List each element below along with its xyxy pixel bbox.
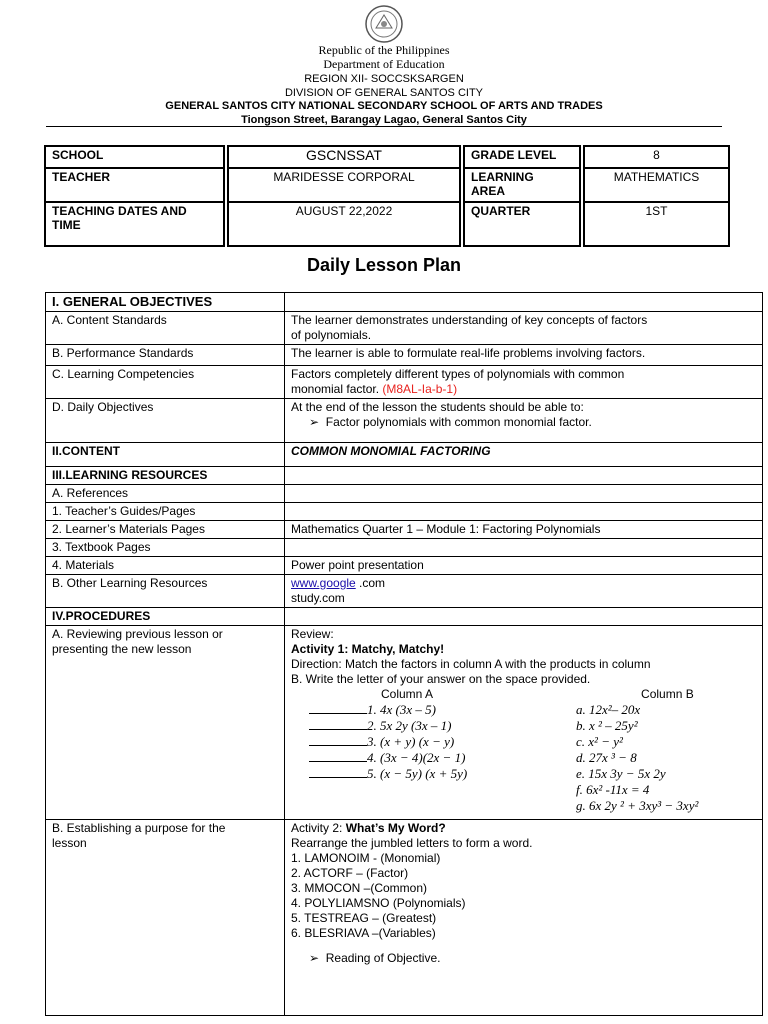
content-value: COMMON MONOMIAL FACTORING xyxy=(285,443,763,467)
word-item: 3. MMOCON –(Common) xyxy=(291,881,428,895)
answer-blank[interactable] xyxy=(309,766,367,778)
arrow-bullet-icon: ➢ xyxy=(309,415,320,429)
other-resources-label: B. Other Learning Resources xyxy=(46,575,285,608)
procedure-a-value: Review: Activity 1: Matchy, Matchy! Direction: Match the factors in column A with the products in column B. Write the letter of your answer on the space provided. Column A Column B 1. 4x (3x – 5) a. 12x²– 20x 2. 5x 2y (3x – 1) b. x ² – 25y² 3. (x + y) (x − y) c. x² − y² 4. (3x − 4)(2x − 1) d. 27x ³ − 8 5. (x − 5y) (x + 5y) e. 15x 3y − 5x 2y f. 6x² -11x = 4 g. 6x 2y ² + 3xy³ − 3xy² xyxy=(285,626,763,820)
activity1-title: Activity 1: Matchy, Matchy! xyxy=(291,642,445,656)
learning-area-label: LEARNING AREA xyxy=(464,168,580,202)
resource-item-label: 2. Learner’s Materials Pages xyxy=(46,521,285,539)
daily-objectives-value: At the end of the lesson the students should be able to: ➢ Factor polynomials with common monomial factor. xyxy=(285,399,763,443)
match-column-b-item: a. 12x²– 20x xyxy=(576,702,641,717)
grade-label: GRADE LEVEL xyxy=(464,146,580,168)
match-row xyxy=(291,750,758,766)
content-standards-label: A. Content Standards xyxy=(46,312,285,345)
info-table xyxy=(44,145,730,247)
header-address: Tiongson Street, Barangay Lagao, General Santos City xyxy=(241,114,527,126)
google-link[interactable]: www.google xyxy=(291,576,356,590)
match-column-a-item: 2. 5x 2y (3x – 1) xyxy=(309,718,451,734)
match-row xyxy=(291,798,758,814)
lesson-plan-table xyxy=(45,292,763,1016)
school-value: GSCNSSAT xyxy=(228,146,460,168)
resource-item-value xyxy=(285,539,763,557)
column-headers: Column A Column B xyxy=(381,687,694,701)
daily-objectives-label: D. Daily Objectives xyxy=(46,399,285,443)
word-item: 5. TESTREAG – (Greatest) xyxy=(291,911,437,925)
resource-item-label: 4. Materials xyxy=(46,557,285,575)
procedure-a-label: A. Reviewing previous lesson or presenting the new lesson xyxy=(46,626,285,820)
match-column-a-item: 4. (3x − 4)(2x − 1) xyxy=(309,750,465,766)
match-column-b-item: b. x ² – 25y² xyxy=(576,718,638,733)
procedures-heading: IV.PROCEDURES xyxy=(46,608,285,626)
other-resources-value: www.google .com study.com xyxy=(285,575,763,608)
learning-competencies-label: C. Learning Competencies xyxy=(46,366,285,399)
content-heading: II.CONTENT xyxy=(46,443,285,467)
dates-value: AUGUST 22,2022 xyxy=(228,202,460,246)
school-label: SCHOOL xyxy=(45,146,224,168)
header-division: DIVISION OF GENERAL SANTOS CITY xyxy=(284,87,484,99)
resource-item-value xyxy=(285,503,763,521)
learning-area-value: MATHEMATICS xyxy=(584,168,729,202)
match-column-a-item: 1. 4x (3x – 5) xyxy=(309,702,436,718)
competency-code: (M8AL-Ia-b-1) xyxy=(382,382,458,396)
learning-competencies-value: Factors completely different types of polynomials with common monomial factor. (M8AL-Ia-b-1) xyxy=(285,366,763,399)
performance-standards-label: B. Performance Standards xyxy=(46,345,285,366)
match-list xyxy=(291,702,758,814)
word-item: 2. ACTORF – (Factor) xyxy=(291,866,409,880)
header-school-name: GENERAL SANTOS CITY NATIONAL SECONDARY SCHOOL OF ARTS AND TRADES xyxy=(165,100,603,112)
answer-blank[interactable] xyxy=(309,702,367,714)
quarter-value: 1ST xyxy=(584,202,729,246)
objectives-heading: I. GENERAL OBJECTIVES xyxy=(46,293,285,312)
match-row xyxy=(291,766,758,782)
word-item: 4. POLYLIAMSNO (Polynomials) xyxy=(291,896,466,910)
answer-blank[interactable] xyxy=(309,718,367,730)
procedure-b-value: Activity 2: What’s My Word? Rearrange the jumbled letters to form a word. 1. LAMONOIM - (Monomial) 2. ACTORF – (Factor) 3. MMOCON –(Common) 4. POLYLIAMSNO (Polynomials) 5. TESTREAG – (Greatest) 6. BLESRIAVA –(Variables) ➢ Reading of Objective. xyxy=(285,820,763,1016)
match-row xyxy=(291,734,758,750)
resource-item-label: 3. Textbook Pages xyxy=(46,539,285,557)
resource-item-value: Power point presentation xyxy=(285,557,763,575)
dates-label: TEACHING DATES AND TIME xyxy=(45,202,224,246)
word-item: 6. BLESRIAVA –(Variables) xyxy=(291,926,436,940)
match-column-a-item: 5. (x − 5y) (x + 5y) xyxy=(309,766,467,782)
references-label: A. References xyxy=(46,485,285,503)
answer-blank[interactable] xyxy=(309,734,367,746)
answer-blank[interactable] xyxy=(309,750,367,762)
match-row xyxy=(291,702,758,718)
resource-item-value: Mathematics Quarter 1 – Module 1: Factoring Polynomials xyxy=(285,521,763,539)
header-republic: Republic of the Philippines xyxy=(318,43,450,57)
match-row xyxy=(291,782,758,798)
resource-item-label: 1. Teacher’s Guides/Pages xyxy=(46,503,285,521)
teacher-label: TEACHER xyxy=(45,168,224,202)
header-department: Department of Education xyxy=(323,57,445,71)
match-column-b-item: f. 6x² -11x = 4 xyxy=(576,782,650,797)
procedure-b-label: B. Establishing a purpose for the lesson xyxy=(46,820,285,1016)
match-column-a-item: 3. (x + y) (x − y) xyxy=(309,734,454,750)
match-column-b-item: e. 15x 3y − 5x 2y xyxy=(576,766,666,781)
arrow-bullet-icon: ➢ xyxy=(309,951,320,965)
resources-heading: III.LEARNING RESOURCES xyxy=(46,467,285,485)
header-region: REGION XII- SOCCSKSARGEN xyxy=(304,73,464,85)
header-divider xyxy=(46,126,722,127)
word-item: 1. LAMONOIM - (Monomial) xyxy=(291,851,441,865)
quarter-label: QUARTER xyxy=(464,202,580,246)
teacher-value: MARIDESSE CORPORAL xyxy=(228,168,460,202)
grade-value: 8 xyxy=(584,146,729,168)
activity2-title: What’s My Word? xyxy=(345,821,446,835)
match-row xyxy=(291,718,758,734)
match-column-b-item: c. x² − y² xyxy=(576,734,623,749)
deped-seal-icon xyxy=(362,4,406,44)
content-standards-value: The learner demonstrates understanding of key concepts of factors of polynomials. xyxy=(285,312,763,345)
match-column-b-item: g. 6x 2y ² + 3xy³ − 3xy² xyxy=(576,798,699,813)
page-title: Daily Lesson Plan xyxy=(306,255,462,275)
performance-standards-value: The learner is able to formulate real-life problems involving factors. xyxy=(285,345,763,366)
match-column-b-item: d. 27x ³ − 8 xyxy=(576,750,637,765)
